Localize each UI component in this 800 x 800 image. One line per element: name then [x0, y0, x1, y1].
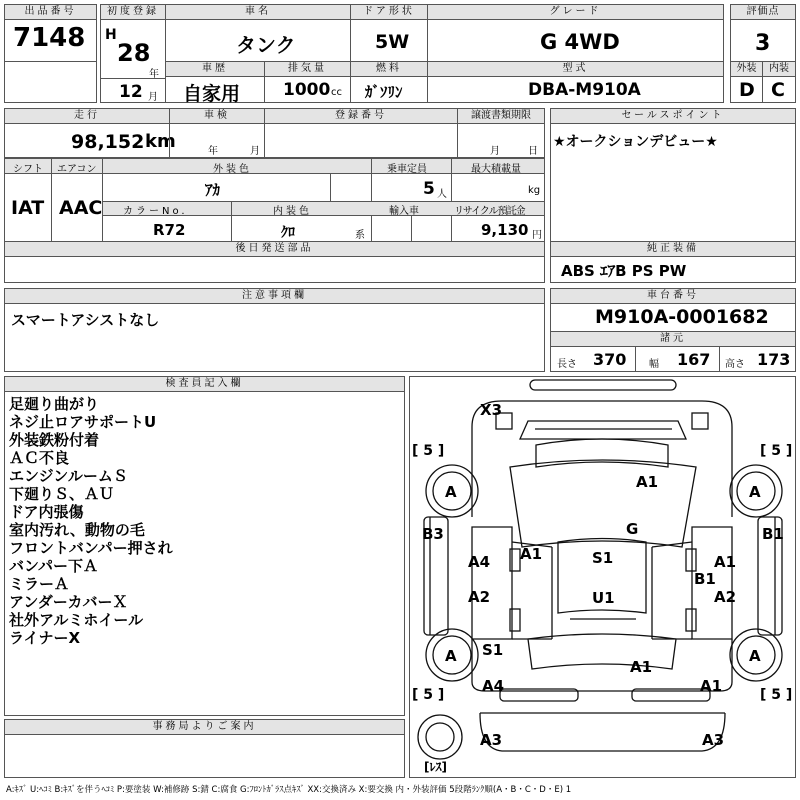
- chassis-label: 車台番号: [551, 289, 795, 304]
- history-label: 車歴: [166, 62, 264, 77]
- inspector-line: ライナーX: [9, 629, 81, 647]
- sales-point: ★オークションデビュー★: [553, 134, 718, 150]
- color-no-label: カラーNo.: [123, 206, 188, 217]
- mark-s1-rear: S1: [482, 641, 504, 659]
- grade-box: [427, 4, 724, 62]
- legend: A:ｷｽﾞ U:ﾍｺﾐ B:ｷｽﾞを伴うﾍｺﾐ P:要塗装 W:補修跡 S:錆 C:腐食 G:ﾌﾛﾝﾄｶﾞﾗｽ点ｷｽﾞ XX:交換済み X:要交換 内・外装評価 5段階ﾗﾝｸ順(A・B・C・D・E) 1: [6, 785, 572, 795]
- capacity-unit: 人: [437, 189, 447, 200]
- model-code: DBA-M910A: [528, 80, 641, 100]
- grade-label: グレード: [428, 5, 723, 20]
- first-reg-box: [100, 4, 166, 103]
- recycle-fee: 9,130: [481, 221, 529, 239]
- inspector-notes: [9, 395, 173, 647]
- door-label: ドア形状: [351, 5, 427, 20]
- exterior-grade-box: [730, 61, 763, 103]
- color-number: R72: [153, 221, 186, 239]
- inspection-box: [169, 108, 265, 158]
- era: H: [105, 27, 117, 43]
- mark-a1-right-door: A1: [714, 553, 737, 571]
- bracket-rear-left: [ 5 ]: [412, 687, 445, 703]
- mileage-unit: km: [145, 131, 176, 152]
- type-box: [427, 61, 724, 103]
- inspector-line: エンジンルームＳ: [9, 467, 128, 485]
- inspector-line: バンパー下Ａ: [9, 557, 98, 575]
- mark-a2-left: A2: [468, 588, 491, 606]
- wheel-front-right-mark: A: [749, 483, 761, 501]
- mark-b3: B3: [422, 525, 444, 543]
- reg-year: 28: [117, 39, 151, 67]
- capacity: 5: [423, 179, 435, 199]
- ac-label: エアコン: [57, 164, 97, 175]
- later-parts-label: 後日発送部品: [5, 242, 544, 257]
- spare-label: [ﾚｽ]: [424, 760, 447, 774]
- interior-grade-box: [762, 61, 796, 103]
- fuel-box: [350, 61, 428, 103]
- inspector-box: [4, 376, 405, 716]
- mark-g: G: [626, 520, 639, 538]
- mileage-box: [4, 108, 176, 158]
- reg-month: 12: [119, 82, 143, 102]
- inspector-line: 下廻りＳ、ＡＵ: [9, 485, 115, 503]
- type-label: 型式: [428, 62, 723, 77]
- lot-number-box: [4, 4, 97, 62]
- month-unit: 月: [148, 92, 158, 103]
- sales-point-label: セールスポイント: [551, 109, 795, 124]
- deadline-box: [457, 108, 545, 158]
- recycle-unit: 円: [532, 230, 542, 241]
- inspection-month-unit: 月: [250, 146, 260, 157]
- notes: スマートアシストなし: [11, 311, 160, 329]
- displacement: 1000: [283, 80, 331, 100]
- fuel-label: 燃料: [351, 62, 427, 77]
- wheel-rear-left-mark: A: [445, 647, 457, 665]
- length: 370: [593, 350, 627, 369]
- inspector-line: 室内汚れ、動物の毛: [9, 521, 145, 539]
- score-box: [730, 4, 796, 62]
- chassis-box: [550, 288, 796, 372]
- notes-box: [4, 288, 545, 372]
- office-box: [4, 719, 405, 778]
- height: 173: [757, 350, 791, 369]
- equipment-label: 純正装備: [551, 242, 795, 257]
- exterior-grade: D: [739, 79, 755, 101]
- notes-label: 注意事項欄: [5, 289, 544, 304]
- inspector-line: ネジ止ロアサポートU: [9, 413, 157, 431]
- history: 自家用: [183, 83, 241, 105]
- plate-label: 登録番号: [265, 109, 457, 124]
- car-damage-diagram: [410, 377, 795, 777]
- bracket-front-left: [ 5 ]: [412, 443, 445, 459]
- score-label: 評価点: [731, 5, 795, 20]
- interior-color: ｸﾛ: [281, 225, 295, 241]
- mileage: 98,152: [71, 131, 145, 153]
- exterior-color: ｱｶ: [205, 181, 221, 199]
- interior-color-unit: 系: [355, 230, 365, 241]
- lot-blank-box: [4, 61, 97, 103]
- mark-s1: S1: [592, 549, 614, 567]
- inspector-line: ＡＣ不良: [9, 449, 70, 467]
- inspector-line: 足廻り曲がり: [9, 395, 100, 413]
- deadline-month-unit: 月: [490, 146, 500, 157]
- inspector-line: フロントバンパー押され: [9, 539, 173, 557]
- mark-u1: U1: [592, 589, 615, 607]
- inspector-line: ドア内張傷: [9, 503, 84, 521]
- plate-box: [264, 108, 458, 158]
- load-unit: kg: [528, 185, 541, 196]
- shift-label: シフト: [13, 164, 43, 175]
- history-box: [165, 61, 265, 103]
- inspector-line: アンダーカバーＸ: [9, 593, 128, 611]
- first-reg-label: 初度登録: [101, 5, 165, 20]
- fuel: ｶﾞｿﾘﾝ: [365, 83, 403, 101]
- mark-a1-rear: A1: [630, 658, 653, 676]
- interior-label: 内装: [763, 62, 795, 77]
- sales-point-box: [550, 108, 796, 242]
- shift: IAT: [11, 197, 45, 219]
- deadline-label: 譲渡書類期限: [458, 109, 544, 124]
- spec-grid: [4, 158, 545, 242]
- mark-x3: X3: [480, 401, 503, 419]
- grade: G 4WD: [540, 30, 620, 54]
- deadline-day-unit: 日: [528, 146, 538, 157]
- mark-a2-right: A2: [714, 588, 737, 606]
- import-label: 輸入車: [389, 206, 419, 217]
- mark-a4-rear: A4: [482, 677, 505, 695]
- mark-a3-right: A3: [702, 731, 725, 749]
- inspector-line: 外装鉄粉付着: [9, 431, 100, 449]
- mark-a4-front: A4: [468, 553, 491, 571]
- year-unit: 年: [149, 69, 159, 80]
- bracket-front-right: [ 5 ]: [760, 443, 793, 459]
- displacement-unit: cc: [331, 87, 342, 98]
- lot-number: 7148: [13, 23, 86, 53]
- width: 167: [677, 350, 711, 369]
- inspector-line: ミラーＡ: [9, 575, 70, 593]
- chassis-number: M910A-0001682: [595, 306, 769, 328]
- displacement-label: 排気量: [265, 62, 350, 77]
- inspector-label: 検査員記入欄: [5, 377, 404, 392]
- inspector-line: 社外アルミホイール: [9, 611, 144, 629]
- mileage-label: 走行: [5, 109, 169, 124]
- dims-label: 諸元: [551, 331, 795, 347]
- displacement-box: [264, 61, 351, 103]
- lot-number-label: 出品番号: [5, 5, 96, 20]
- model-label: 車名: [166, 5, 350, 20]
- equipment-box: [550, 241, 796, 283]
- later-parts-box: [4, 241, 545, 283]
- office-label: 事務局よりご案内: [5, 720, 404, 735]
- model-box: [165, 4, 351, 62]
- width-label: 幅: [649, 359, 659, 370]
- damage-diagram-box: [409, 376, 796, 778]
- length-label: 長さ: [557, 359, 577, 370]
- height-label: 高さ: [725, 359, 745, 370]
- mark-b1-center: B1: [694, 570, 716, 588]
- interior-grade: C: [771, 79, 785, 101]
- mark-a1-rear-right: A1: [700, 677, 723, 695]
- equipment: ABS ｴｱB PS PW: [561, 262, 687, 280]
- mark-b1-right: B1: [762, 525, 784, 543]
- wheel-rear-right-mark: A: [749, 647, 761, 665]
- color-label: 外装色: [213, 164, 252, 175]
- capacity-label: 乗車定員: [387, 164, 427, 175]
- score: 3: [755, 31, 771, 56]
- door-box: [350, 4, 428, 62]
- wheel-front-left-mark: A: [445, 483, 457, 501]
- recycle-label: リサイクル預託金: [454, 206, 525, 217]
- load-label: 最大積載量: [471, 164, 521, 175]
- exterior-label: 外装: [731, 62, 762, 77]
- ac: AAC: [59, 197, 103, 219]
- model-name: タンク: [236, 33, 296, 57]
- mark-a1-hood: A1: [636, 473, 659, 491]
- interior-color-label: 内装色: [273, 206, 312, 217]
- inspection-label: 車検: [170, 109, 264, 124]
- bracket-rear-right: [ 5 ]: [760, 687, 793, 703]
- inspection-year-unit: 年: [208, 146, 218, 157]
- mark-a3-left: A3: [480, 731, 503, 749]
- mark-a1-left-door: A1: [520, 545, 543, 563]
- door-type: 5W: [375, 31, 410, 53]
